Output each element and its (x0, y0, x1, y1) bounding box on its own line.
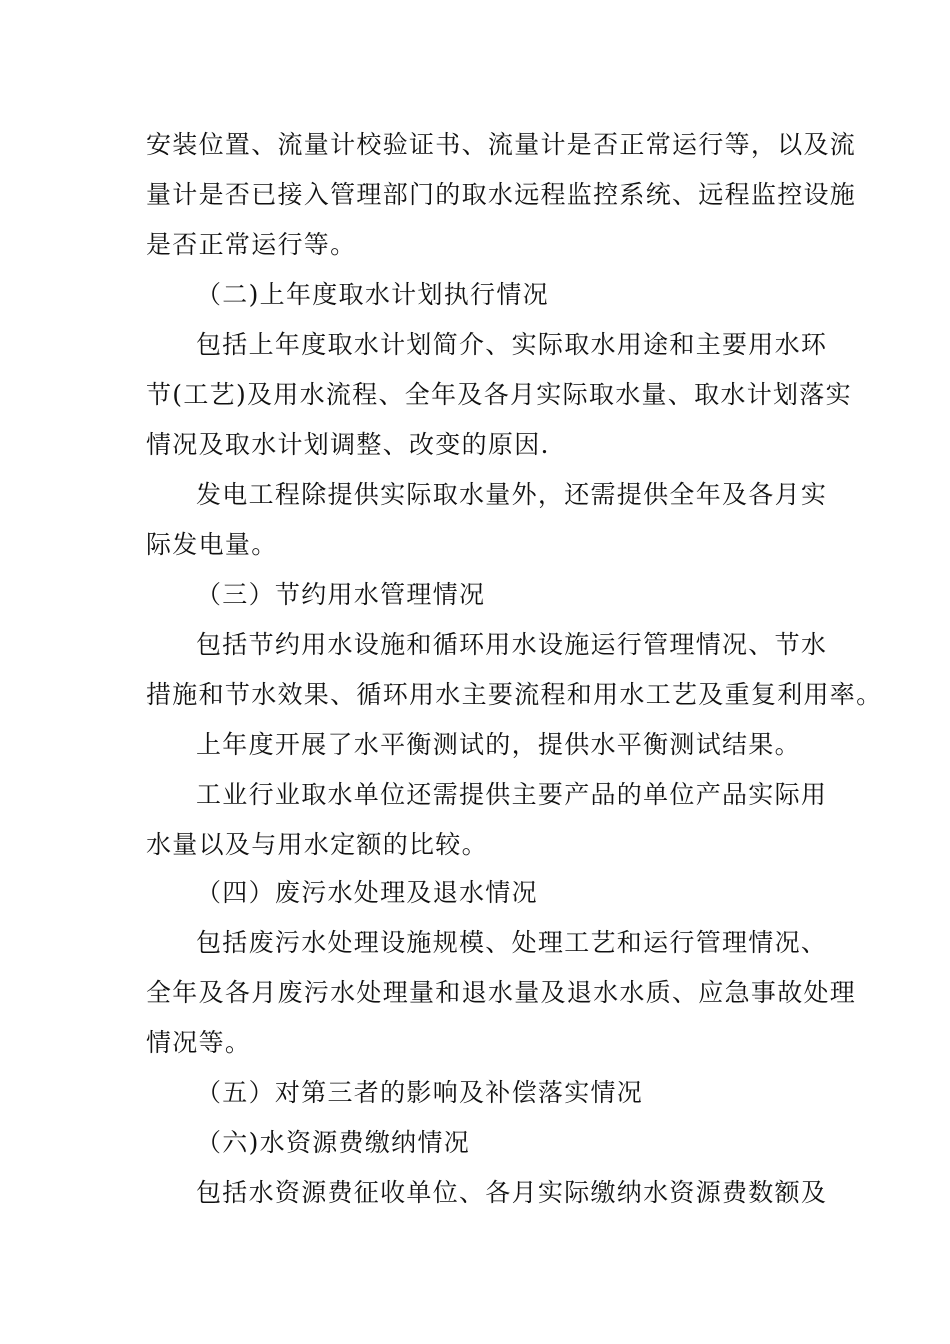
body-text-line: 是否正常运行等。 (146, 230, 357, 259)
body-text-line: 包括节约用水设施和循环用水设施运行管理情况、节水 (196, 630, 828, 659)
body-text-line: 上年度开展了水平衡测试的，提供水平衡测试结果。 (196, 730, 801, 759)
body-text-line: 情况等。 (146, 1028, 252, 1057)
body-text-line: 情况及取水计划调整、改变的原因. (146, 430, 550, 459)
section-heading: （六)水资源费缴纳情况 (196, 1128, 471, 1157)
body-text-line: 节(工艺)及用水流程、全年及各月实际取水量、取水计划落实 (146, 380, 852, 409)
body-text-line: 量计是否已接入管理部门的取水远程监控系统、远程监控设施 (146, 180, 857, 209)
section-heading: （二)上年度取水计划执行情况 (196, 280, 549, 309)
body-text-line: 水量以及与用水定额的比较。 (146, 830, 488, 859)
section-heading: （四）废污水处理及退水情况 (196, 878, 538, 907)
body-text-line: 全年及各月废污水处理量和退水量及退水水质、应急事故处理 (146, 978, 857, 1007)
body-text-line: 包括上年度取水计划简介、实际取水用途和主要用水环 (196, 330, 828, 359)
body-text-line: 工业行业取水单位还需提供主要产品的单位产品实际用 (196, 780, 828, 809)
body-text-line: 包括废污水处理设施规模、处理工艺和运行管理情况、 (196, 928, 828, 957)
section-heading: （五）对第三者的影响及补偿落实情况 (196, 1078, 644, 1107)
body-text-line: 际发电量。 (146, 530, 278, 559)
body-text-line: 安装位置、流量计校验证书、流量计是否正常运行等，以及流 (146, 130, 857, 159)
body-text-line: 包括水资源费征收单位、各月实际缴纳水资源费数额及 (196, 1178, 828, 1207)
section-heading: （三）节约用水管理情况 (196, 580, 486, 609)
body-text-line: 发电工程除提供实际取水量外，还需提供全年及各月实 (196, 480, 828, 509)
body-text-line: 措施和节水效果、循环用水主要流程和用水工艺及重复利用率。 (146, 680, 883, 709)
